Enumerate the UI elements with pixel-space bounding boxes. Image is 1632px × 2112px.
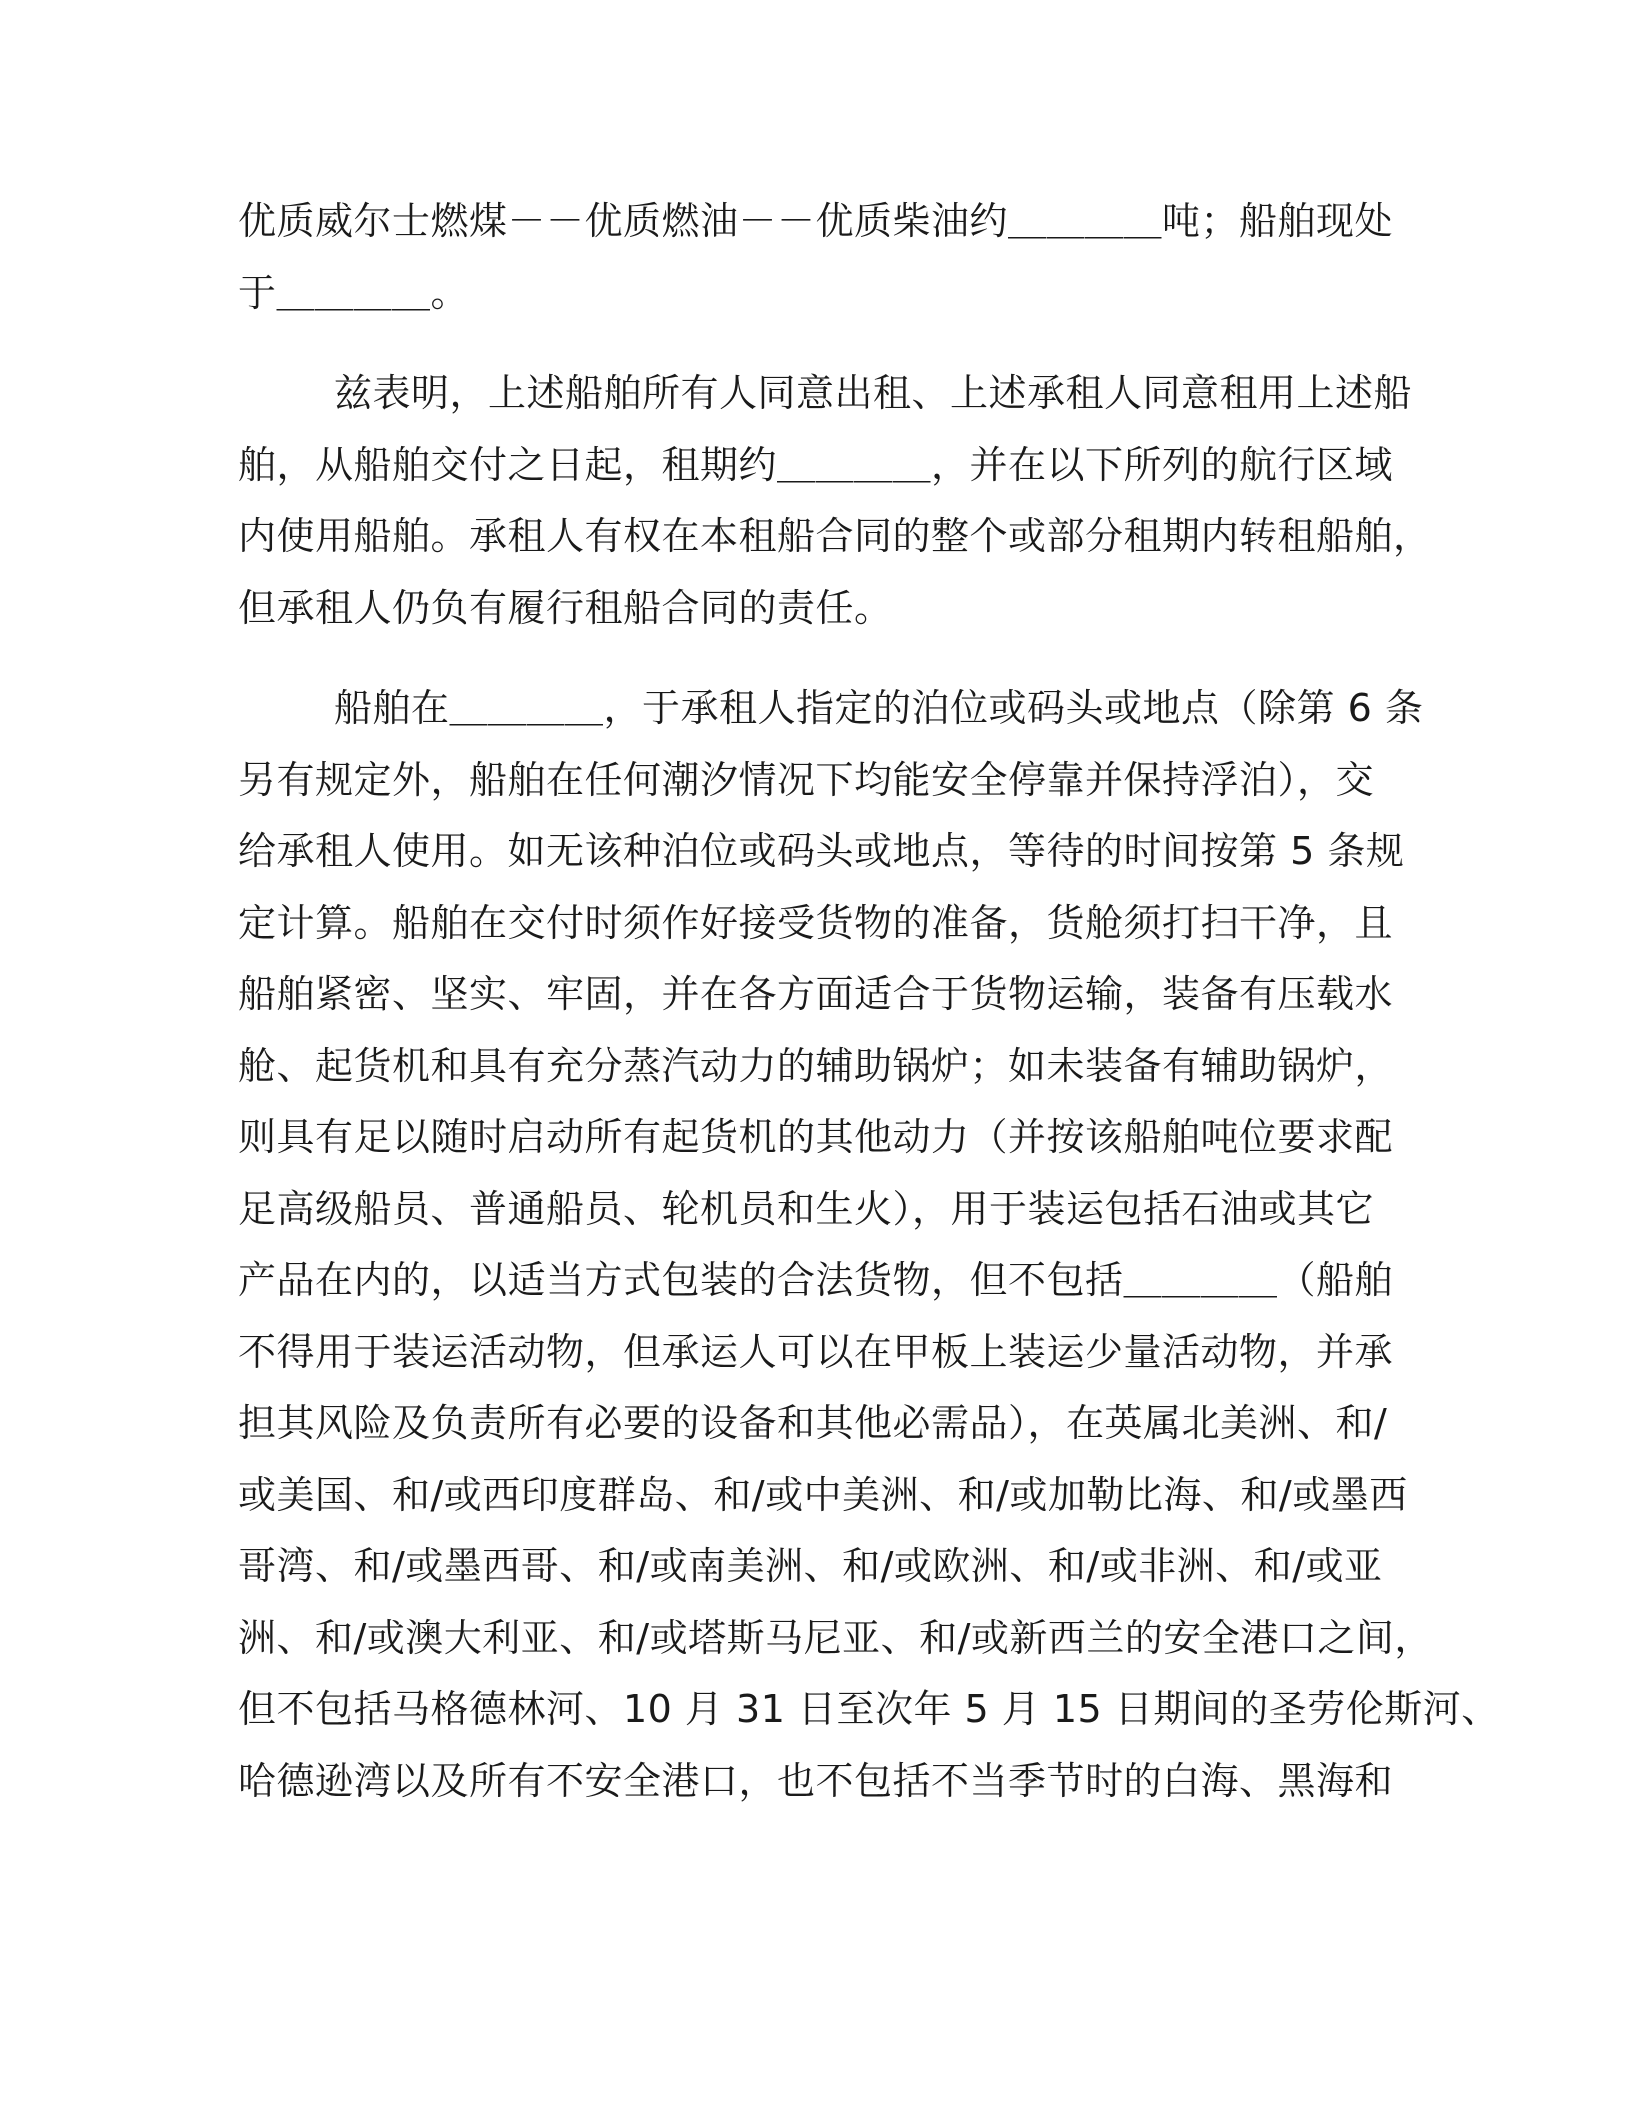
text-line: 舶，从船舶交付之日起，租期约＿＿＿＿，并在以下所列的航行区域 (238, 442, 1394, 487)
text-line: 另有规定外，船舶在任何潮汐情况下均能安全停靠并保持浮泊），交 (238, 757, 1375, 802)
text-line: 于＿＿＿＿。 (238, 270, 470, 315)
paragraph-delivery-trading-limits (238, 673, 1500, 1817)
text-line: 船舶在＿＿＿＿，于承租人指定的泊位或码头或地点（除第 6 条 (334, 686, 1424, 730)
text-line: 船舶紧密、坚实、牢固，并在各方面适合于货物运输，装备有压载水 (238, 972, 1394, 1016)
text-line: 则具有足以随时启动所有起货机的其他动力（并按该船舶吨位要求配 (238, 1115, 1394, 1159)
text-line: 但不包括马格德林河、10 月 31 日至次年 5 月 15 日期间的圣劳伦斯河、 (238, 1687, 1500, 1731)
text-line: 舱、起货机和具有充分蒸汽动力的辅助锅炉；如未装备有辅助锅炉， (238, 1043, 1394, 1088)
text-line: 哈德逊湾以及所有不安全港口，也不包括不当季节时的白海、黑海和 (238, 1758, 1394, 1803)
text-line: 给承租人使用。如无该种泊位或码头或地点，等待的时间按第 5 条规 (238, 829, 1405, 873)
text-line: 哥湾、和/或墨西哥、和/或南美洲、和/或欧洲、和/或非洲、和/或亚 (238, 1544, 1383, 1588)
text-line: 兹表明，上述船舶所有人同意出租、上述承租人同意租用上述船 (334, 371, 1413, 415)
text-line: 洲、和/或澳大利亚、和/或塔斯马尼亚、和/或新西兰的安全港口之间， (238, 1615, 1433, 1660)
paragraph-bunkers-location (238, 186, 1428, 329)
paragraph-charter-period (238, 358, 1432, 644)
text-line: 内使用船舶。承租人有权在本租船合同的整个或部分租期内转租船舶， (238, 514, 1432, 558)
text-line: 但承租人仍负有履行租船合同的责任。 (238, 585, 893, 630)
text-line: 足高级船员、普通船员、轮机员和生火），用于装运包括石油或其它 (238, 1186, 1375, 1231)
text-line: 或美国、和/或西印度群岛、和/或中美洲、和/或加勒比海、和/或墨西 (238, 1472, 1408, 1517)
text-line: 优质威尔士燃煤－－优质燃油－－优质柴油约＿＿＿＿吨；船舶现处 (238, 199, 1394, 243)
text-line: 担其风险及负责所有必要的设备和其他必需品），在英属北美洲、和/ (238, 1401, 1388, 1445)
text-line: 不得用于装运活动物，但承运人可以在甲板上装运少量活动物，并承 (238, 1329, 1394, 1374)
text-line: 定计算。船舶在交付时须作好接受货物的准备，货舱须打扫干净，且 (238, 900, 1394, 945)
text-line: 产品在内的，以适当方式包装的合法货物，但不包括＿＿＿＿（船舶 (238, 1258, 1394, 1302)
